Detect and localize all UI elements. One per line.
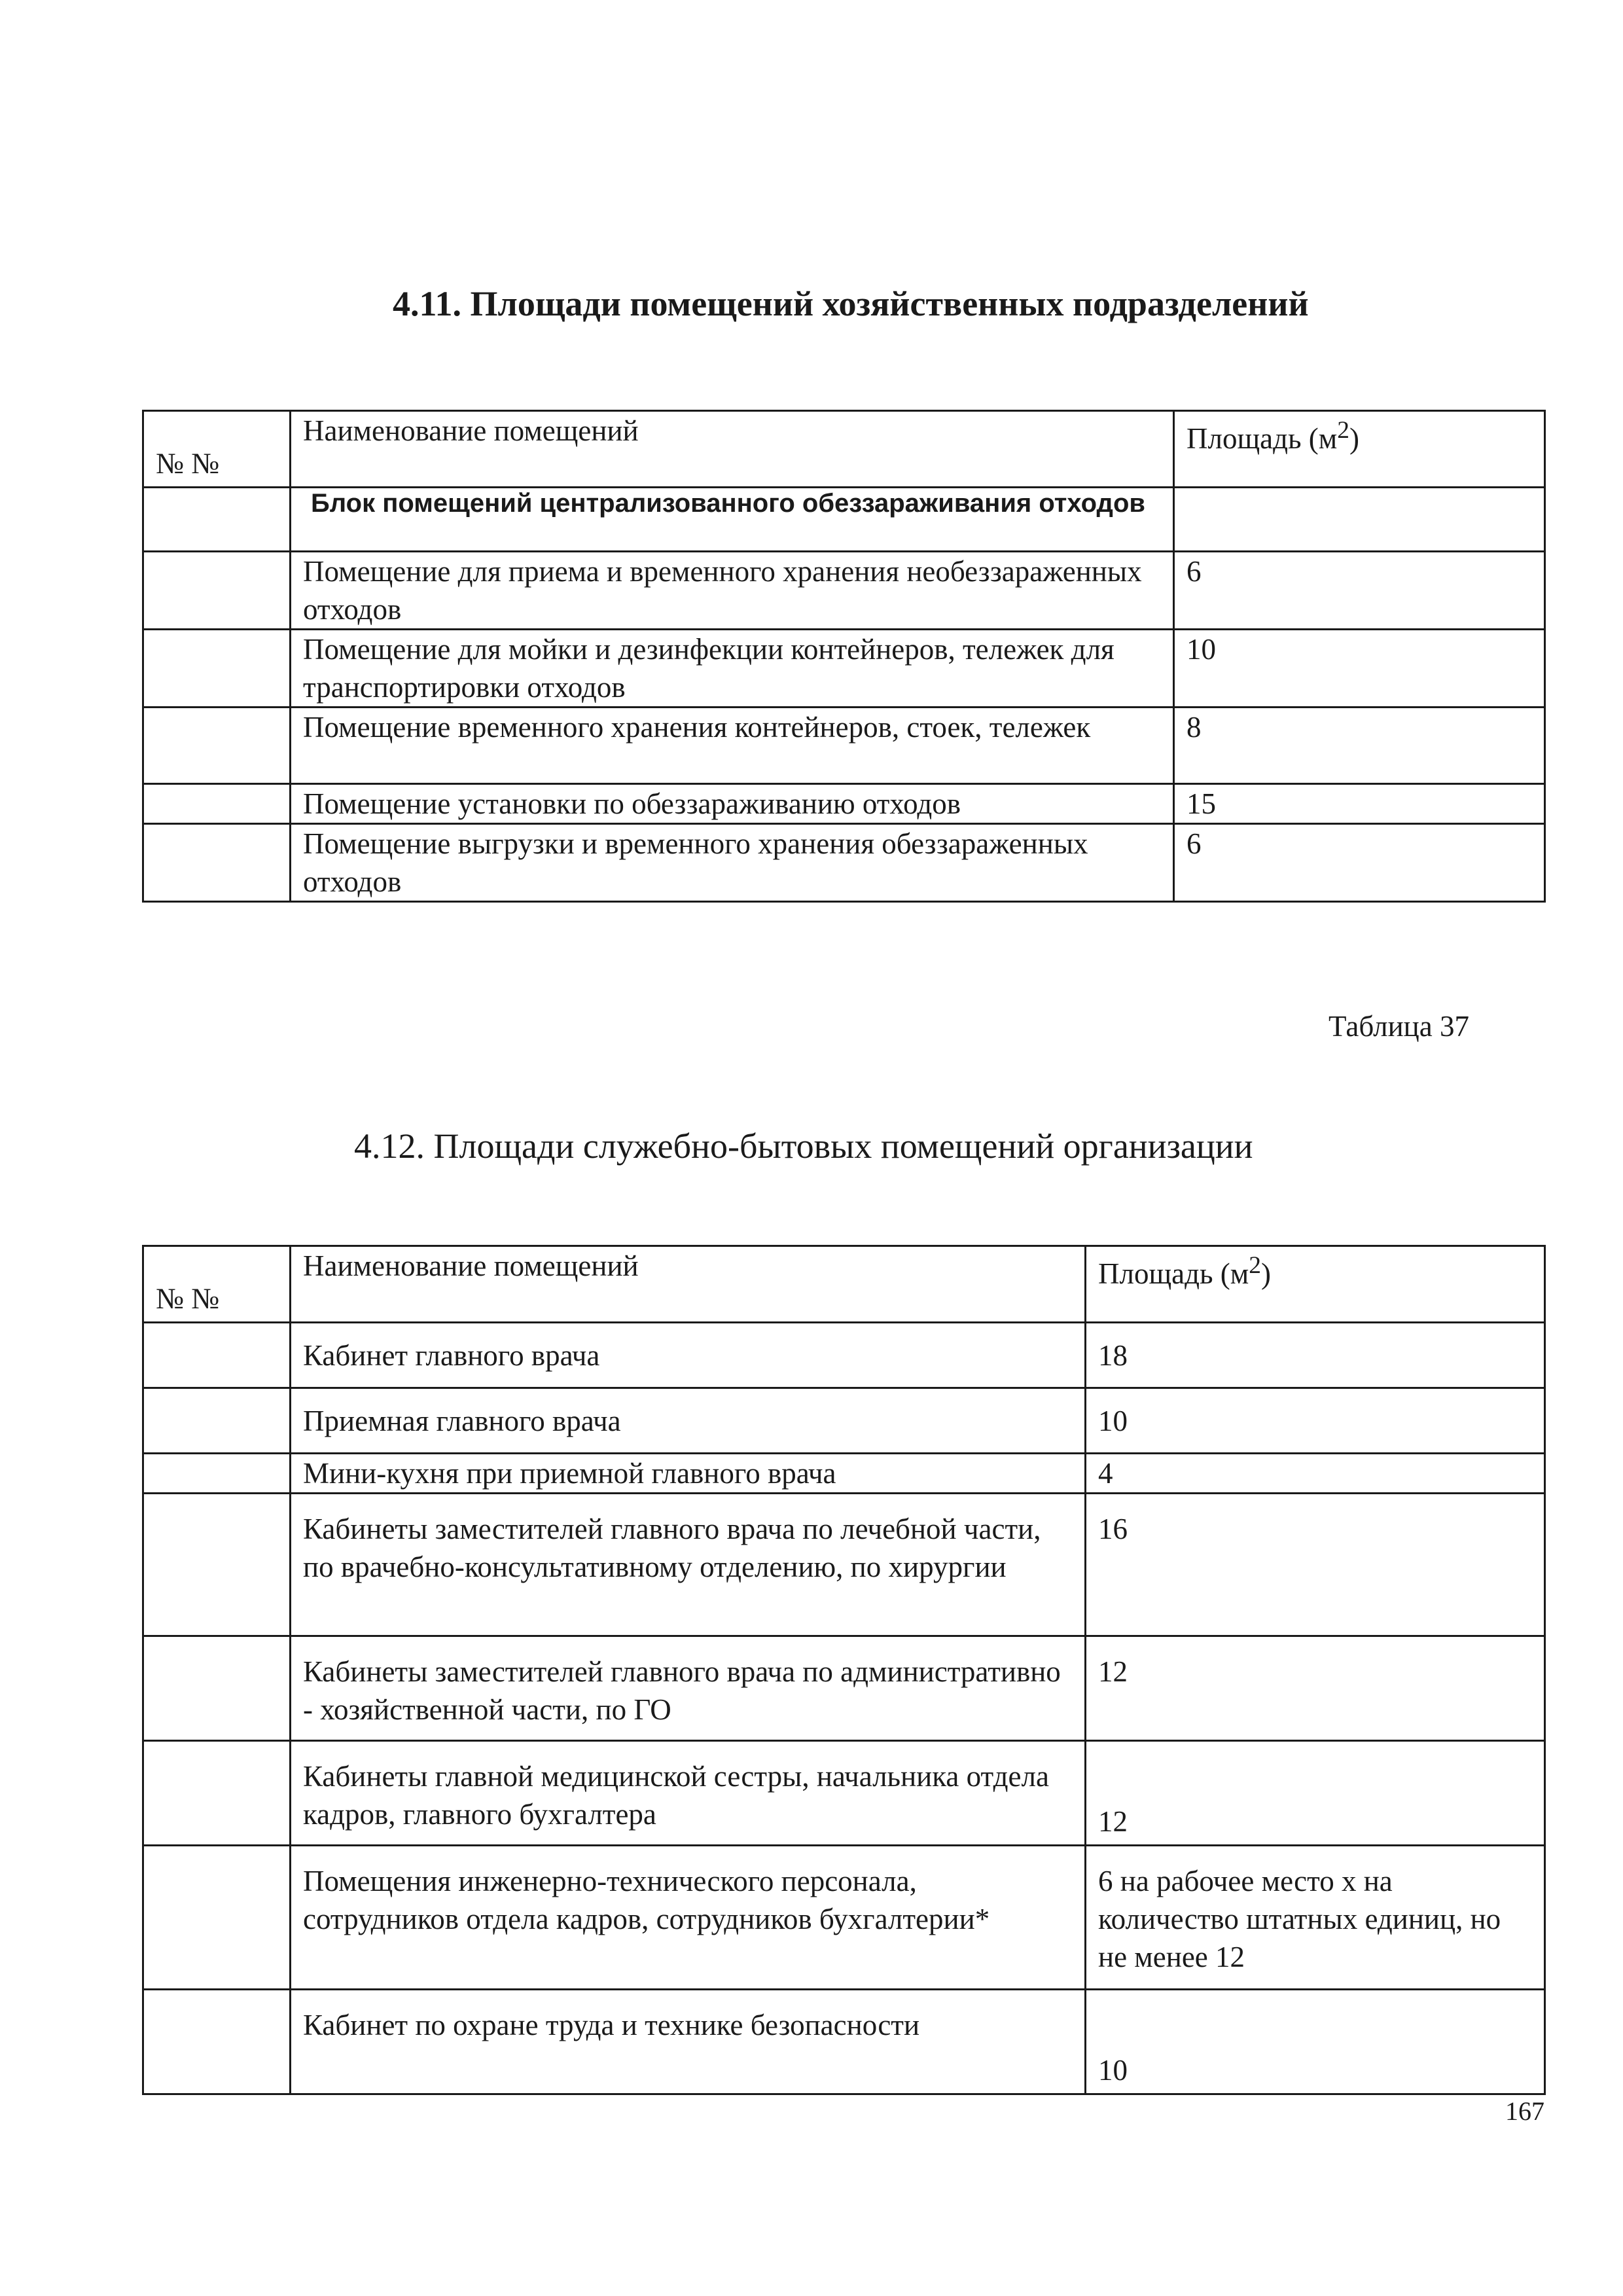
cell-num bbox=[143, 552, 291, 630]
table-row bbox=[143, 1494, 1545, 1636]
cell-area: 12 bbox=[1086, 1636, 1545, 1741]
cell-area: 12 bbox=[1086, 1741, 1545, 1846]
cell-num bbox=[143, 630, 291, 708]
header-name: Наименование помещений bbox=[291, 411, 1174, 488]
cell-area: 16 bbox=[1086, 1494, 1545, 1636]
cell-area: 18 bbox=[1086, 1323, 1545, 1388]
cell-name: Помещение для мойки и дезинфекции контейнеров, тележек для транспортировки отходов bbox=[291, 630, 1174, 708]
page-number: 167 bbox=[1505, 2096, 1544, 2126]
cell-name: Помещение установки по обеззараживанию отходов bbox=[291, 784, 1174, 824]
header-area-suffix: ) bbox=[1349, 422, 1359, 455]
cell-num bbox=[143, 488, 291, 552]
table-header-row bbox=[143, 411, 1545, 488]
cell-num bbox=[143, 784, 291, 824]
table-utility-rooms bbox=[142, 410, 1546, 903]
table-row-block bbox=[143, 488, 1545, 552]
header-area-sup: 2 bbox=[1337, 417, 1349, 444]
table-row bbox=[143, 1636, 1545, 1741]
table-row bbox=[143, 708, 1545, 784]
table-caption: Таблица 37 bbox=[1329, 1010, 1469, 1043]
cell-name: Помещение выгрузки и временного хранения обеззараженных отходов bbox=[291, 824, 1174, 902]
cell-num bbox=[143, 1454, 291, 1494]
header-area-sup: 2 bbox=[1249, 1252, 1261, 1279]
table-row bbox=[143, 784, 1545, 824]
section-heading-4-11: 4.11. Площади помещений хозяйственных подразделений bbox=[393, 284, 1309, 323]
cell-area: 6 на рабочее место х на количество штатных единиц, но не менее 12 bbox=[1086, 1846, 1545, 1990]
header-area bbox=[1086, 1246, 1545, 1323]
cell-name: Приемная главного врача bbox=[291, 1388, 1086, 1454]
cell-num bbox=[143, 1636, 291, 1741]
cell-area: 15 bbox=[1174, 784, 1545, 824]
cell-name: Кабинеты заместителей главного врача по лечебной части, по врачебно-консультативному отделению, по хирургии bbox=[291, 1494, 1086, 1636]
cell-area: 6 bbox=[1174, 824, 1545, 902]
cell-name: Кабинеты заместителей главного врача по административно - хозяйственной части, по ГО bbox=[291, 1636, 1086, 1741]
table-row bbox=[143, 1846, 1545, 1990]
table-office-rooms bbox=[142, 1245, 1546, 2095]
table-row bbox=[143, 630, 1545, 708]
header-num: № № bbox=[143, 411, 291, 488]
table-row bbox=[143, 1741, 1545, 1846]
cell-area: 10 bbox=[1086, 1388, 1545, 1454]
table-row bbox=[143, 1323, 1545, 1388]
cell-num bbox=[143, 1323, 291, 1388]
block-title: Блок помещений централизованного обеззараживания отходов bbox=[291, 488, 1174, 552]
section-heading-4-12: 4.12. Площади служебно-бытовых помещений организации bbox=[354, 1126, 1253, 1166]
cell-name: Помещения инженерно-технического персонала, сотрудников отдела кадров, сотрудников бухгалтерии* bbox=[291, 1846, 1086, 1990]
header-area-prefix: Площадь (м bbox=[1098, 1257, 1249, 1290]
cell-num bbox=[143, 824, 291, 902]
cell-area: 10 bbox=[1174, 630, 1545, 708]
header-name: Наименование помещений bbox=[291, 1246, 1086, 1323]
cell-area: 4 bbox=[1086, 1454, 1545, 1494]
table-row bbox=[143, 1454, 1545, 1494]
table-row bbox=[143, 552, 1545, 630]
cell-num bbox=[143, 708, 291, 784]
cell-num bbox=[143, 1846, 291, 1990]
table-row bbox=[143, 1388, 1545, 1454]
header-area-suffix: ) bbox=[1260, 1257, 1271, 1290]
header-area bbox=[1174, 411, 1545, 488]
cell-name: Помещение для приема и временного хранения необеззараженных отходов bbox=[291, 552, 1174, 630]
cell-area: 10 bbox=[1086, 1990, 1545, 2094]
table-header-row bbox=[143, 1246, 1545, 1323]
cell-name: Помещение временного хранения контейнеров, стоек, тележек bbox=[291, 708, 1174, 784]
cell-num bbox=[143, 1388, 291, 1454]
header-area-prefix: Площадь (м bbox=[1186, 422, 1338, 455]
cell-name: Кабинет по охране труда и технике безопасности bbox=[291, 1990, 1086, 2094]
cell-area: 6 bbox=[1174, 552, 1545, 630]
cell-area: 8 bbox=[1174, 708, 1545, 784]
cell-name: Мини-кухня при приемной главного врача bbox=[291, 1454, 1086, 1494]
cell-name: Кабинет главного врача bbox=[291, 1323, 1086, 1388]
cell-num bbox=[143, 1741, 291, 1846]
cell-area bbox=[1174, 488, 1545, 552]
cell-num bbox=[143, 1494, 291, 1636]
cell-num bbox=[143, 1990, 291, 2094]
header-num: № № bbox=[143, 1246, 291, 1323]
table-row bbox=[143, 824, 1545, 902]
cell-name: Кабинеты главной медицинской сестры, начальника отдела кадров, главного бухгалтера bbox=[291, 1741, 1086, 1846]
table-row bbox=[143, 1990, 1545, 2094]
